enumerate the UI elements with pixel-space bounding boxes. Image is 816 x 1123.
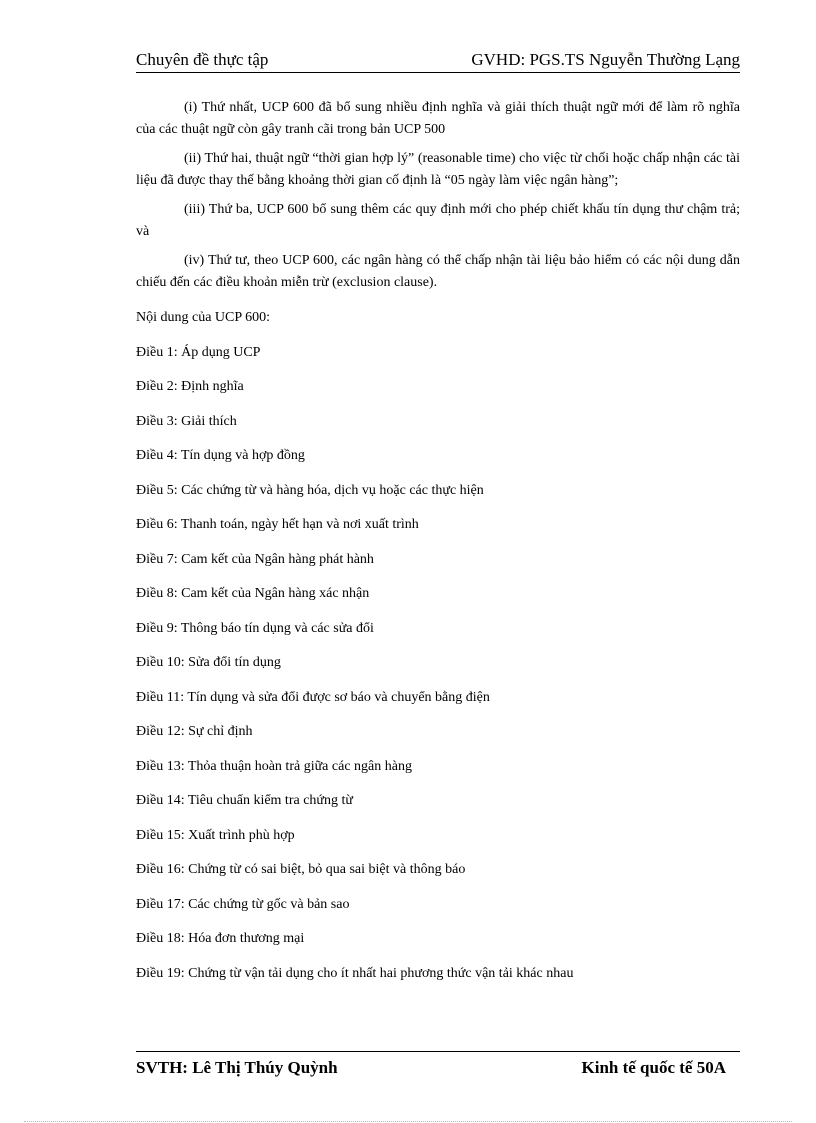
article-item: Điều 14: Tiêu chuẩn kiểm tra chứng từ: [136, 793, 353, 808]
page-header: [136, 50, 740, 73]
article-item: Điều 8: Cam kết của Ngân hàng xác nhận: [136, 586, 370, 601]
article-item: Điều 5: Các chứng từ và hàng hóa, dịch vụ hoặc các thực hiện: [136, 482, 484, 498]
article-item: Điều 15: Xuất trình phù hợp: [136, 827, 295, 843]
footer-class-name: Kinh tế quốc tế 50A: [581, 1058, 726, 1077]
header-course-title: Chuyên đề thực tập: [136, 50, 269, 69]
article-item: Điều 3: Giải thích: [136, 413, 237, 429]
page-body: [136, 97, 740, 997]
article-item: Điều 18: Hóa đơn thương mại: [136, 931, 305, 946]
article-item: Điều 7: Cam kết của Ngân hàng phát hành: [136, 551, 374, 567]
article-item: Điều 9: Thông báo tín dụng và các sửa đổi: [136, 620, 374, 636]
article-item: Điều 6: Thanh toán, ngày hết hạn và nơi xuất trình: [136, 517, 419, 532]
article-item: Điều 11: Tín dụng và sửa đổi được sơ báo và chuyển bằng điện: [136, 689, 490, 705]
article-item: Điều 16: Chứng từ có sai biệt, bỏ qua sai biệt và thông báo: [136, 862, 466, 877]
article-item: Điều 13: Thỏa thuận hoàn trả giữa các ngân hàng: [136, 758, 412, 774]
section-intro: Nội dung của UCP 600:: [136, 310, 271, 325]
footer-student-name: SVTH: Lê Thị Thúy Quỳnh: [136, 1058, 338, 1077]
paragraph-first: (i) Thứ nhất, UCP 600 đã bổ sung nhiều định nghĩa và giải thích thuật ngữ mới để làm rõ nghĩa của các thuật ngữ còn gây tranh cãi trong bản UCP 500: [136, 100, 740, 137]
paragraph-second: (ii) Thứ hai, thuật ngữ “thời gian hợp lý” (reasonable time) cho việc từ chối hoặc chấp nhận các tài liệu đã được thay thế bằng khoảng thời gian cố định là “05 ngày làm việc ngân hàng”;: [136, 151, 740, 188]
paragraph-fourth: (iv) Thứ tư, theo UCP 600, các ngân hàng có thể chấp nhận tài liệu bảo hiểm có các nội dung dẫn chiếu đến các điều khoản miễn trừ (exclusion clause).: [136, 253, 740, 290]
article-item: Điều 19: Chứng từ vận tải dụng cho ít nhất hai phương thức vận tải khác nhau: [136, 965, 574, 981]
article-item: Điều 12: Sự chỉ định: [136, 724, 253, 739]
article-item: Điều 4: Tín dụng và hợp đồng: [136, 448, 305, 463]
article-list: [136, 342, 740, 998]
article-item: Điều 17: Các chứng từ gốc và bản sao: [136, 896, 350, 912]
article-item: Điều 10: Sửa đổi tín dụng: [136, 655, 281, 670]
header-supervisor: GVHD: PGS.TS Nguyễn Thường Lạng: [471, 50, 740, 69]
page-bottom-edge: [24, 1121, 792, 1122]
article-item: Điều 2: Định nghĩa: [136, 379, 244, 394]
article-item: Điều 1: Áp dụng UCP: [136, 344, 261, 360]
paragraph-third: (iii) Thứ ba, UCP 600 bổ sung thêm các quy định mới cho phép chiết khấu tín dụng thư chậm trả; và: [136, 202, 740, 239]
page-footer: [136, 1051, 740, 1082]
